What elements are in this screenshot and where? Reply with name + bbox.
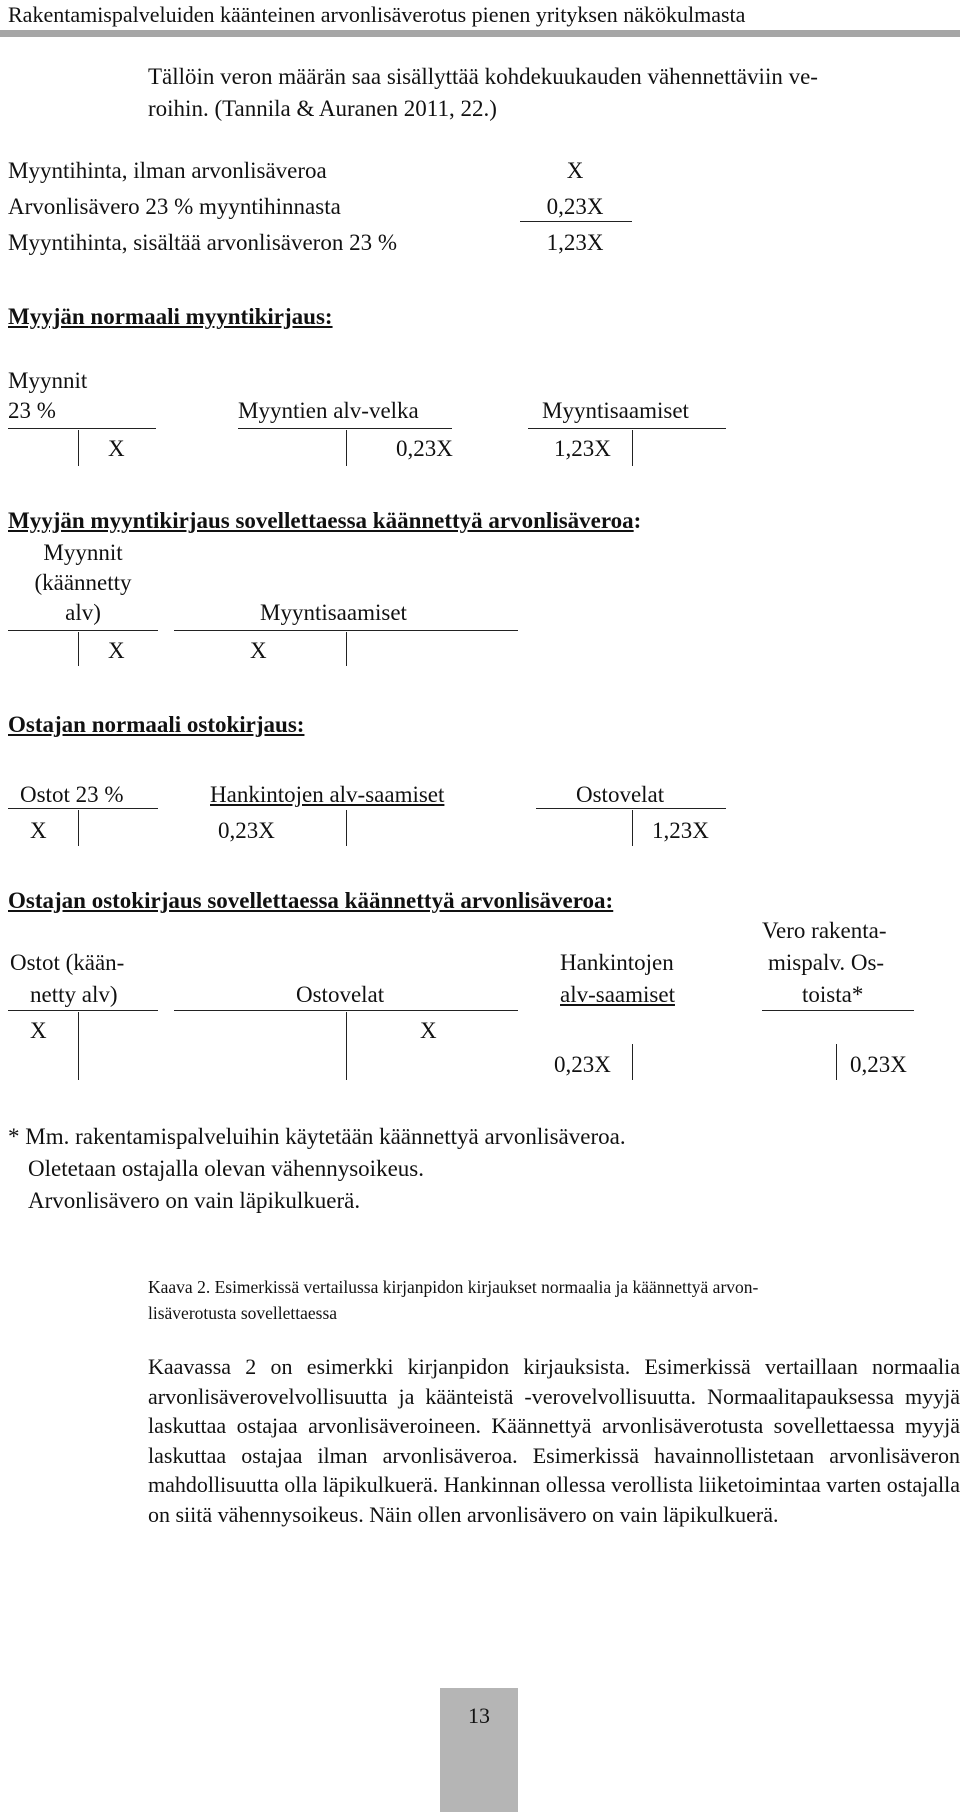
intro-line-1: Tällöin veron määrän saa sisällyttää kohdekuukauden vähennettäviin ve- [148, 64, 818, 89]
t-account-rule [8, 1010, 158, 1011]
caption-line-2: lisäverotusta sovellettaessa [148, 1303, 338, 1323]
entry-value: X [250, 638, 267, 663]
t-account-divider [346, 1012, 347, 1080]
t-account-divider [632, 1044, 633, 1080]
account-sales-reverse-line2: (käännetty [34, 570, 132, 595]
t-account-divider [346, 430, 347, 466]
section-heading-seller-reverse-text: Myyjän myyntikirjaus sovellettaessa käännettyä arvonlisäveroa [8, 508, 634, 533]
t-account-divider [346, 810, 347, 846]
account-receivables: Myyntisaamiset [260, 600, 407, 625]
entry-value: 0,23X [850, 1052, 907, 1077]
t-account-divider [78, 430, 79, 466]
note-line: * Mm. rakentamispalveluihin käytetään käännettyä arvonlisäveroa. [8, 1124, 626, 1149]
running-header-title: Rakentamispalveluiden käänteinen arvonlisäverotus pienen yrityksen näkökulmasta [8, 2, 746, 27]
calc-label-gross: Myyntihinta, sisältää arvonlisäveron 23 % [8, 230, 398, 255]
section-heading-seller-normal: Myyjän normaali myyntikirjaus: [8, 304, 333, 329]
page-number-box [440, 1688, 518, 1812]
calc-value-net: X [566, 158, 584, 183]
t-account-rule [174, 1010, 518, 1011]
page-number: 13 [468, 1703, 490, 1728]
account-receivables: Myyntisaamiset [542, 398, 689, 423]
running-header [0, 0, 960, 36]
entry-value: X [108, 436, 125, 461]
note-line: Arvonlisävero on vain läpikulkuerä. [28, 1188, 361, 1213]
calc-sum-rule [520, 221, 632, 222]
caption-line-1: Kaava 2. Esimerkissä vertailussa kirjanpidon kirjaukset normaalia ja käännettyä arvon- [148, 1277, 759, 1297]
account-construction-tax-line3: toista* [802, 982, 864, 1007]
t-account-rule [174, 630, 518, 631]
section-heading-seller-reverse [8, 506, 641, 536]
account-vat-receivables-line2: alv-saamiset [560, 982, 675, 1007]
t-account-rule [8, 428, 156, 429]
note-line: Oletetaan ostajalla olevan vähennysoikeus. [28, 1156, 424, 1181]
entry-value: X [30, 1018, 47, 1043]
entry-value: 0,23X [554, 1052, 611, 1077]
heading-colon: : [633, 508, 642, 533]
t-account-rule [762, 1010, 914, 1011]
calc-label-net: Myyntihinta, ilman arvonlisäveroa [8, 158, 327, 183]
t-account-divider [346, 632, 347, 666]
account-sales-line1: Myynnit [8, 368, 88, 393]
account-sales-reverse-line1: Myynnit [43, 540, 123, 565]
account-vat-receivables-line1: Hankintojen [560, 950, 674, 975]
account-purchases: Ostot 23 % [20, 782, 124, 807]
t-account-rule [528, 428, 726, 429]
t-account-divider [78, 810, 79, 846]
account-sales-reverse-line3: alv) [65, 600, 101, 625]
account-vat-receivables: Hankintojen alv-saamiset [210, 782, 445, 807]
account-construction-tax-line1: Vero rakenta- [762, 918, 887, 943]
entry-value: X [30, 818, 47, 843]
t-account-divider [78, 632, 79, 666]
entry-value: 0,23X [218, 818, 275, 843]
t-account-rule [8, 630, 158, 631]
entry-value: 1,23X [554, 436, 611, 461]
t-account-divider [632, 810, 633, 846]
entry-value: X [108, 638, 125, 663]
t-account-divider [78, 1012, 79, 1080]
entry-value: 0,23X [396, 436, 453, 461]
account-payables: Ostovelat [296, 982, 385, 1007]
header-rule [0, 30, 960, 37]
t-account-rule [536, 808, 726, 809]
account-purchases-reverse-line2: netty alv) [30, 982, 118, 1007]
section-heading-buyer-reverse: Ostajan ostokirjaus sovellettaessa käännettyä arvonlisäveroa: [8, 888, 614, 913]
t-account-rule [238, 428, 452, 429]
t-account-divider [836, 1044, 837, 1080]
account-purchases-reverse-line1: Ostot (kään- [10, 950, 125, 975]
entry-value: X [420, 1018, 437, 1043]
calc-value-gross: 1,23X [546, 230, 604, 255]
intro-line-2: roihin. (Tannila & Auranen 2011, 22.) [148, 96, 497, 121]
t-account-divider [632, 430, 633, 466]
calc-label-vat: Arvonlisävero 23 % myyntihinnasta [8, 194, 341, 219]
account-sales-line2: 23 % [8, 398, 56, 423]
t-account-rule [8, 808, 158, 809]
account-payables: Ostovelat [576, 782, 665, 807]
calc-value-vat: 0,23X [546, 194, 604, 219]
account-construction-tax-line2: mispalv. Os- [768, 950, 885, 975]
entry-value: 1,23X [652, 818, 709, 843]
account-sales-vat-liability: Myyntien alv-velka [238, 398, 419, 423]
body-paragraph: Kaavassa 2 on esimerkki kirjanpidon kirjauksista. Esimerkissä vertaillaan normaalia arvonlisäverovelvollisuutta ja käänteistä -verovelvollisuutta. Normaalitapauksessa myyjä laskuttaa ostajaa arvonlisäveroineen. Käännettyä arvonlisäverotusta sovellettaessa myyjä laskuttaa ostajaa ilman arvonlisäveroa. Esimerkissä havainnollistetaan arvonlisäveron mahdollisuutta olla läpikulkuerä. Hankinnan ollessa verollista liiketoimintaa varten ostajalla on siitä vähennysoikeus. Näin ollen arvonlisävero on vain läpikulkuerä. [148, 1354, 960, 1527]
section-heading-buyer-normal: Ostajan normaali ostokirjaus: [8, 712, 305, 737]
